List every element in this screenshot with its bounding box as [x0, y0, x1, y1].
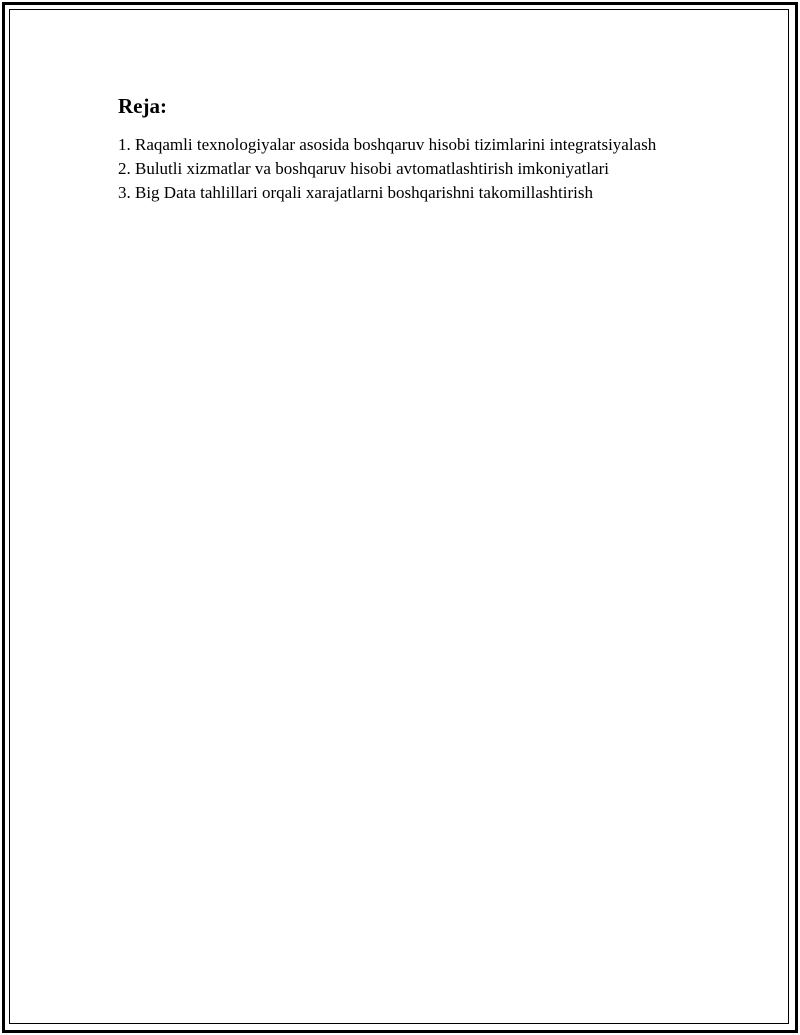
plan-item-1: 1. Raqamli texnologiyalar asosida boshqaruv hisobi tizimlarini integratsiyalash — [118, 135, 657, 154]
plan-item-3: 3. Big Data tahlillari orqali xarajatlarni boshqarishni takomillashtirish — [118, 183, 593, 202]
plan-heading: Reja: — [118, 94, 167, 118]
document-body — [118, 93, 678, 205]
plan-item-2: 2. Bulutli xizmatlar va boshqaruv hisobi avtomatlashtirish imkoniyatlari — [118, 159, 610, 178]
plan-list — [118, 133, 678, 205]
